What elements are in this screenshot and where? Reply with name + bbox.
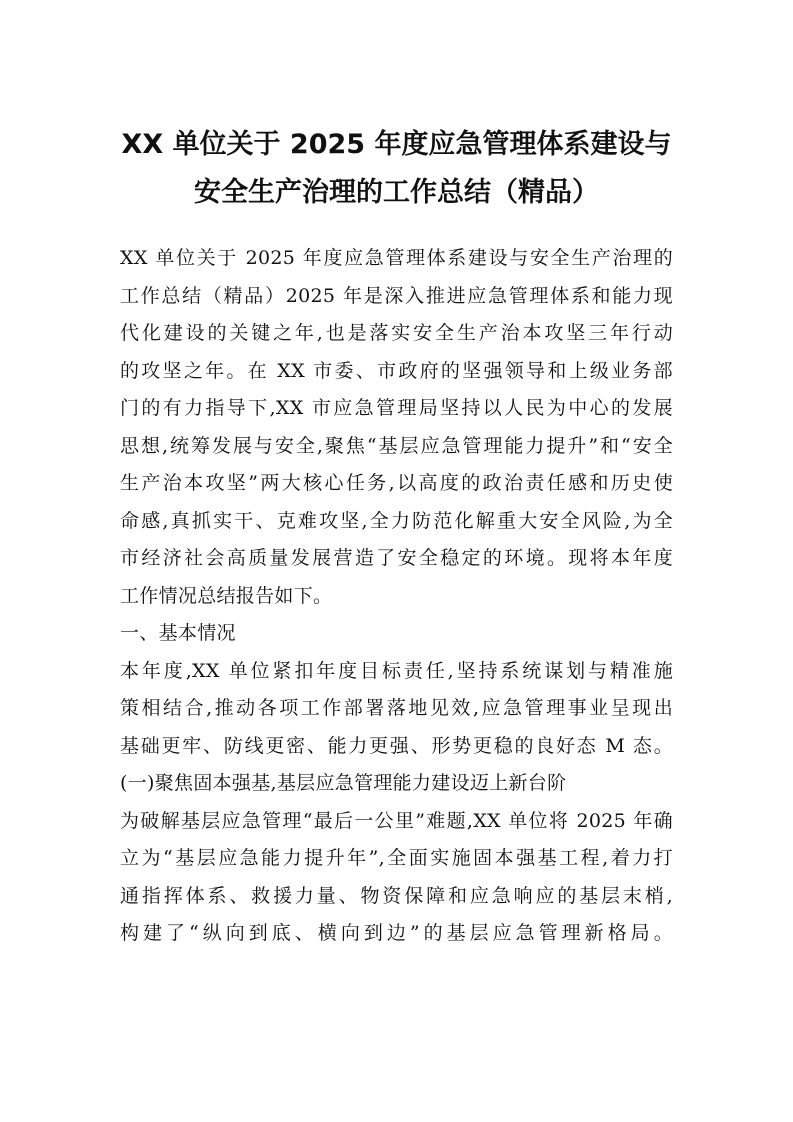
body-line: 立为“基层应急能力提升年”,全面实施固本强基工程,着力打 [120,847,673,869]
document-title-line-2: 安全生产治理的工作总结（精品） [194,177,599,208]
body-line: 生产治本攻坚”两大核心任务,以高度的政治责任感和历史使 [120,472,673,494]
body-line: 通指挥体系、救援力量、物资保障和应急响应的基层末梢, [120,884,673,907]
body-line: 代化建设的关键之年,也是落实安全生产治本攻坚三年行动 [120,322,673,344]
document-body [120,240,673,953]
section-heading: 一、基本情况 [120,622,236,644]
body-line: 的攻坚之年。在 XX 市委、市政府的坚强领导和上级业务部 [120,359,673,382]
body-line: 基础更牢、防线更密、能力更强、形势更稳的良好态 M 态。 [120,734,673,757]
body-line: 思想,统筹发展与安全,聚焦“基层应急管理能力提升”和“安全 [120,434,673,457]
body-line: 门的有力指导下,XX 市应急管理局坚持以人民为中心的发展 [120,397,673,419]
body-line: XX 单位关于 2025 年度应急管理体系建设与安全生产治理的 [120,247,673,269]
subsection-heading: (一)聚焦固本强基,基层应急管理能力建设迈上新台阶 [120,772,567,794]
body-line: 策相结合,推动各项工作部署落地见效,应急管理事业呈现出 [120,697,673,719]
body-line: 本年度,XX 单位紧扣年度目标责任,坚持系统谋划与精准施 [120,659,673,682]
body-line: 命感,真抓实干、克难攻坚,全力防范化解重大安全风险,为全 [120,509,673,532]
document-title-line-1: XX 单位关于 2025 年度应急管理体系建设与 [121,129,672,160]
body-line: 为破解基层应急管理“最后一公里”难题,XX 单位将 2025 年确 [120,809,673,832]
body-line: 市经济社会高质量发展营造了安全稳定的环境。现将本年度 [120,547,673,569]
body-line: 构建了“纵向到底、横向到边”的基层应急管理新格局。 [120,922,673,944]
body-line: 工作情况总结报告如下。 [120,584,333,607]
body-line: 工作总结（精品）2025 年是深入推进应急管理体系和能力现 [120,284,673,307]
